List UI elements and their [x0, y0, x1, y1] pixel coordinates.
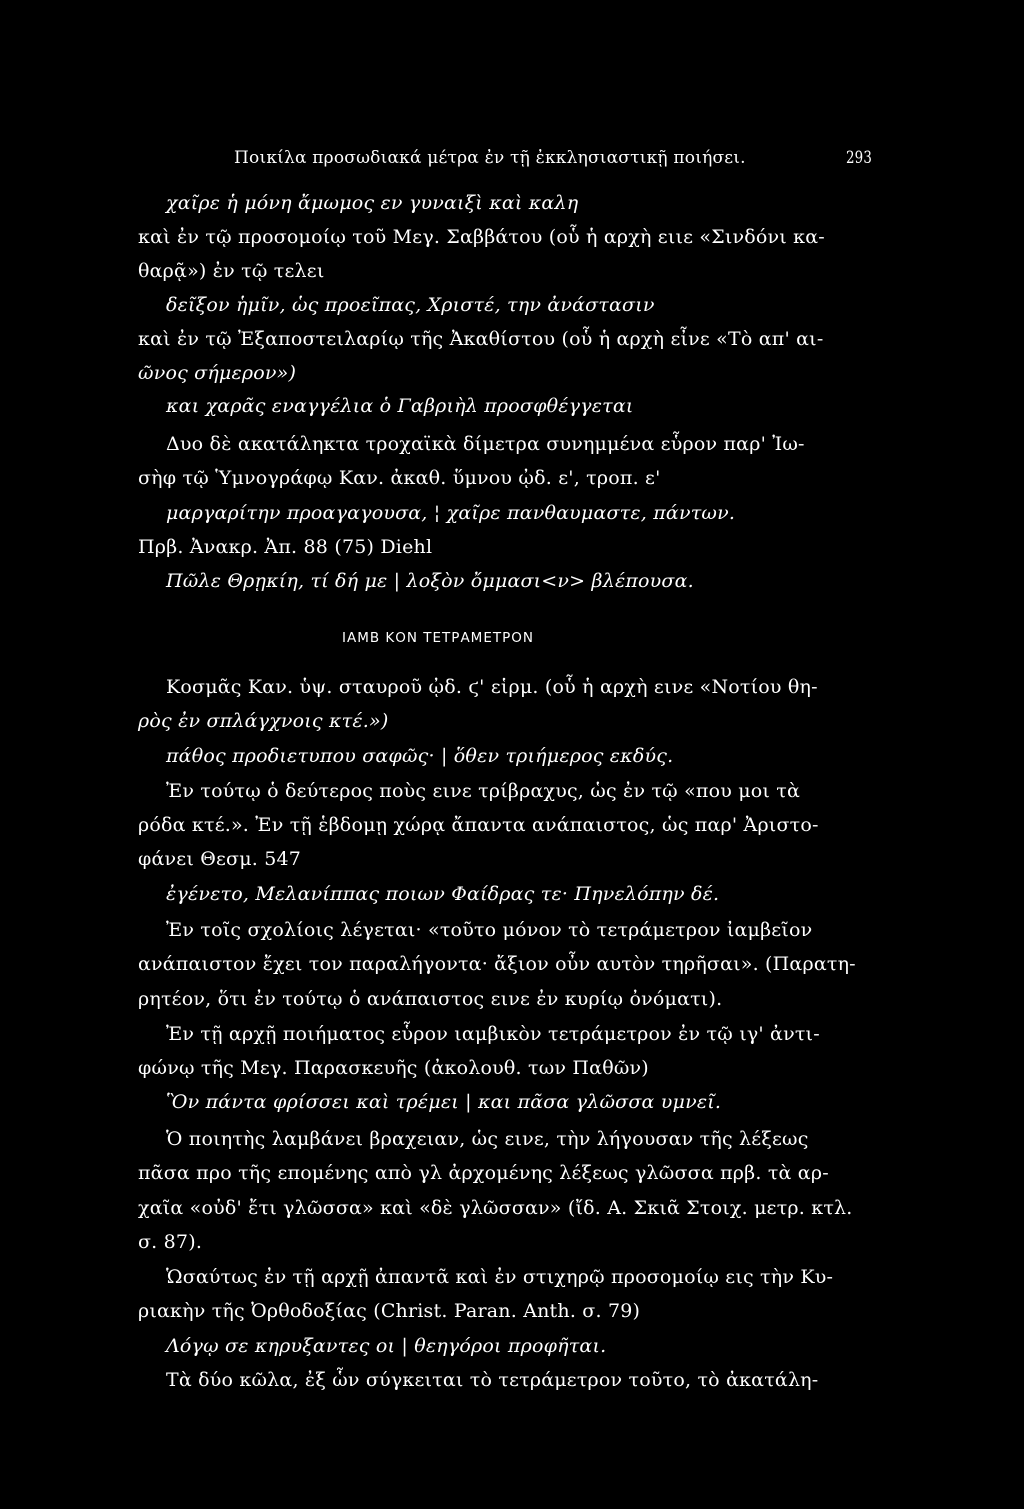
text-line: σὴφ τῷ Ὑμνογράφῳ Καν. ἀκαθ. ὕμνου ᾠδ. ε', τροπ. ε': [138, 467, 661, 489]
text-line: Τὰ δύο κῶλα, ἐξ ὧν σύγκειται τὸ τετράμετρον τοῦτο, τὸ ἀκατάλη-: [166, 1369, 819, 1391]
page-number: 293: [846, 148, 873, 168]
text-line: φώνῳ τῆς Μεγ. Παρασκευῆς (ἀκολουθ. των Παθῶν): [138, 1057, 649, 1079]
text-line: Κοσμᾶς Καν. ὑψ. σταυροῦ ᾠδ. ϛ' εἱρμ. (οὗ ἡ αρχὴ εινε «Νοτίου θη-: [166, 676, 818, 698]
running-header: Ποικίλα προσωδιακά μέτρα ἐν τῇ ἐκκλησιαστικῇ ποιήσει.: [234, 148, 746, 168]
text-line: μαργαρίτην προαγαγουσα, ¦ χαῖρε πανθαυμαστε, πάντων.: [166, 502, 736, 524]
text-line: καὶ ἐν τῷ Ἐξαποστειλαρίῳ τῆς Ἀκαθίστου (οὗ ἡ αρχὴ εἶνε «Τὸ απ' αι-: [138, 328, 824, 350]
text-line: Ἐν τούτῳ ὁ δεύτερος ποὺς εινε τρίβραχυς, ὡς ἐν τῷ «που μοι τὰ: [166, 780, 801, 802]
text-line: Πῶλε Θρῃκίη, τί δή με | λοξὸν ὄμμασι<ν> βλέπουσα.: [166, 570, 694, 592]
text-line: ρητέον, ὅτι ἐν τούτῳ ὁ ανάπαιστος εινε ἐν κυρίῳ ὀνόματι).: [138, 988, 723, 1010]
section-heading: ΙΑΜΒ ΚΟΝ ΤΕΤΡΑΜΕΤΡΟΝ: [342, 630, 534, 646]
text-line: ῶνος σήμερον»): [138, 362, 297, 384]
text-line: σ. 87).: [138, 1231, 203, 1253]
text-line: καὶ ἐν τῷ προσομοίῳ τοῦ Μεγ. Σαββάτου (οὗ ἡ αρχὴ ειιε «Σινδόνι κα-: [138, 226, 825, 248]
text-line: φάνει Θεσμ. 547: [138, 848, 302, 870]
text-line: Πρβ. Ἀνακρ. Ἀπ. 88 (75) Diehl: [138, 536, 433, 558]
text-line: Ὡσαύτως ἐν τῇ αρχῇ ἀπαντᾶ καὶ ἐν στιχηρῷ προσομοίῳ εις τὴν Κυ-: [166, 1266, 834, 1288]
text-line: Δυο δὲ ακατάληκτα τροχαϊκὰ δίμετρα συνημμένα εὗρον παρ' Ἰω-: [166, 433, 805, 455]
text-line: πάθος προδιετυπου σαφῶς· | ὅθεν τριήμερος εκδύς.: [166, 745, 674, 767]
text-line: ἐγένετο, Μελανίππας ποιων Φαίδρας τε· Πηνελόπην δέ.: [166, 883, 720, 905]
text-line: Ἐν τῇ αρχῇ ποιήματος εὗρον ιαμβικὸν τετράμετρον ἐν τῷ ιγ' ἀντι-: [166, 1023, 820, 1045]
text-line: θαρᾷ») ἐν τῷ τελει: [138, 260, 325, 282]
text-line: χαῖα «οὐδ' ἔτι γλῶσσα» καὶ «δὲ γλῶσσαν» (ἴδ. Α. Σκιᾶ Στοιχ. μετρ. κτλ.: [138, 1197, 853, 1219]
text-line: Ὃν πάντα φρίσσει καὶ τρέμει | και πᾶσα γλῶσσα υμνεῖ.: [166, 1091, 722, 1113]
text-line: ριακὴν τῆς Ὀρθοδοξίας (Christ. Paran. Anth. σ. 79): [138, 1300, 641, 1322]
text-line: Ἐν τοῖς σχολίοις λέγεται· «τοῦτο μόνον τὸ τετράμετρον ἰαμβεῖον: [166, 919, 813, 941]
text-line: ανάπαιστον ἔχει τον παραλήγοντα· ἄξιον οὖν αυτὸν τηρῆσαι». (Παρατη-: [138, 953, 856, 975]
text-line: Λόγῳ σε κηρυξαντες οι | θεηγόροι προφῆται.: [166, 1335, 607, 1357]
text-line: χαῖρε ἡ μόνη ἄμωμος εν γυναιξὶ καὶ καλη: [166, 192, 579, 214]
text-line: δεῖξον ἡμῖν, ὡς προεῖπας, Χριστέ, την ἀνάστασιν: [166, 294, 655, 316]
text-line: ρὸς ἐν σπλάγχνοις κτέ.»): [138, 710, 389, 732]
text-line: ρόδα κτέ.». Ἐν τῇ ἑβδομῃ χώρᾳ ἄπαντα ανάπαιστος, ὡς παρ' Ἀριστο-: [138, 814, 819, 836]
text-line: και χαρᾶς εναγγέλια ὁ Γαβριὴλ προσφθέγγεται: [166, 395, 634, 417]
text-line: Ὁ ποιητὴς λαμβάνει βραχειαν, ὡς εινε, τὴν λήγουσαν τῆς λέξεως: [166, 1128, 809, 1150]
text-line: πᾶσα προ τῆς επομένης απὸ γλ ἀρχομένης λέξεως γλῶσσα πρβ. τὰ αρ-: [138, 1162, 829, 1184]
